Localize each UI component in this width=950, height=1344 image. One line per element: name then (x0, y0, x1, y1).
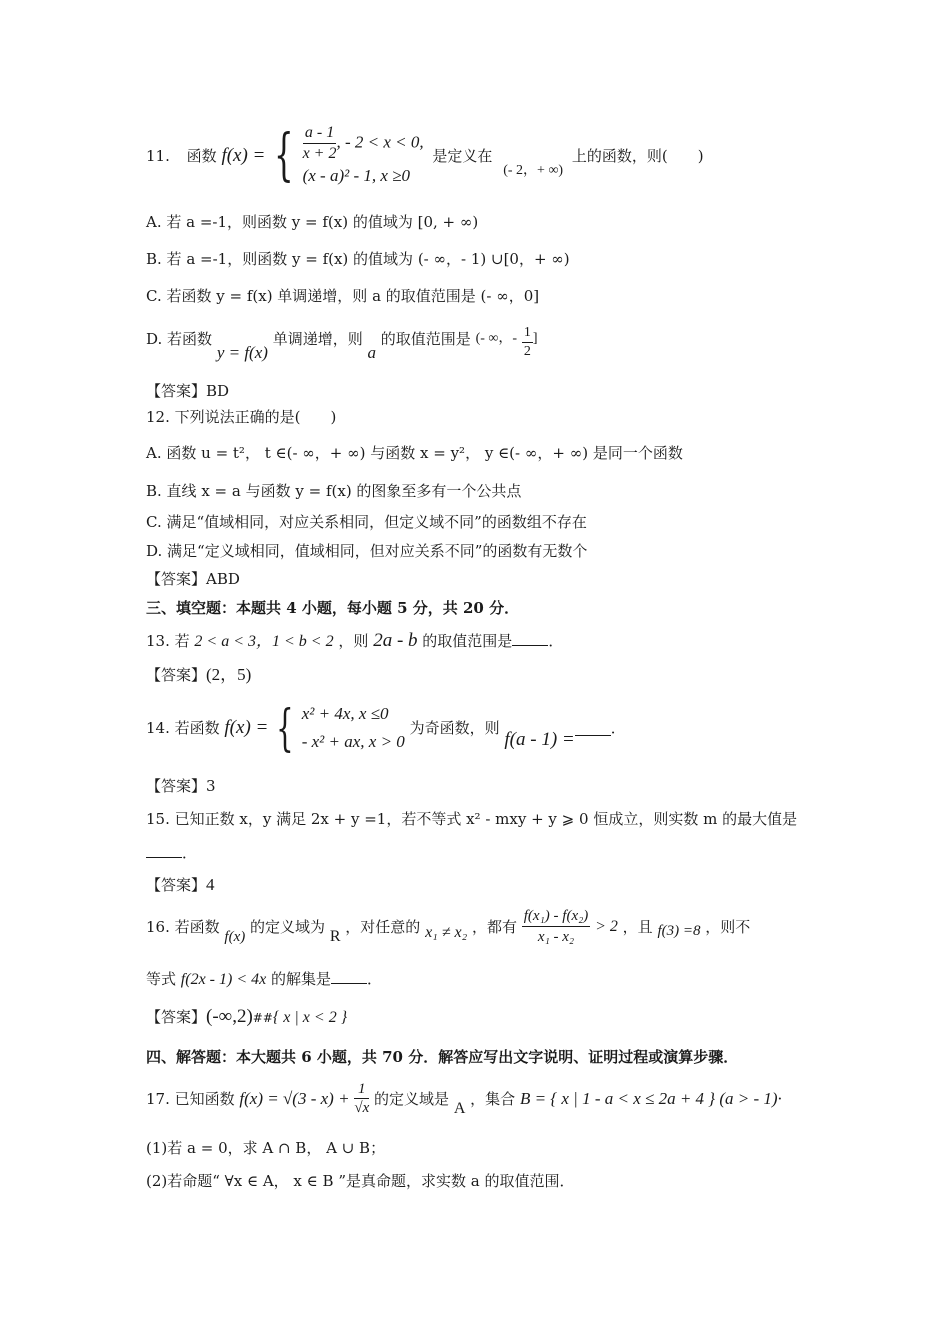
q13-answer-value: (2，5) (206, 665, 252, 684)
q11-answer: 【答案】BD (146, 382, 230, 400)
q17-stem (146, 1080, 782, 1126)
q11-piece2: (x - a)² - 1, x ≥0 (302, 166, 410, 185)
q17-stem-b: ，集合 (470, 1089, 516, 1108)
q13-expr: 2a - b (373, 630, 418, 651)
q14-stem (146, 700, 626, 762)
q11-option-d-frac (522, 324, 533, 361)
q11-option-d-fx: y = f(x) (216, 343, 268, 362)
q16-R: R (329, 927, 341, 945)
q16-frac-den: x₁ - x₂ (537, 929, 575, 945)
q16-fx: f(x) (224, 928, 246, 945)
q11-stem-suffix: 上的函数，则( ) (571, 146, 704, 165)
section-3-heading: 三、填空题：本题共 4 小题，每小题 5 分，共 20 分． (146, 599, 520, 617)
q17-part2: (2)若命题“ ∀x ∈ A， x ∈ B ”是真命题，求实数 a 的取值范围． (146, 1172, 575, 1190)
q11-domain: (- 2，+ ∞) (503, 163, 564, 178)
q16-answer-value: (-∞,2) (206, 1006, 253, 1027)
q11-fx: f(x) = (221, 144, 266, 166)
q11-option-d-range-pre: (- ∞，- (475, 331, 518, 346)
q17-fx: f(x) = √(3 - x) + (239, 1088, 350, 1108)
q11-stem (146, 123, 704, 193)
q12-answer: 【答案】ABD (146, 570, 240, 588)
section-4-heading: 四、解答题：本大题共 6 小题，共 70 分．解答应写出文字说明、证明过程或演算步骤． (146, 1048, 739, 1066)
q12-option-b: B. 直线 x = a 与函数 y = f(x) 的图象至多有一个公共点 (146, 482, 522, 500)
q16-neq: x₁ ≠ x₂ (425, 923, 468, 941)
q16-line2-post: 的解集是 (271, 970, 332, 988)
q13-answer (146, 664, 251, 686)
q15-answer (146, 874, 215, 896)
q11-option-d-range-post: ] (532, 331, 538, 346)
q11-option-a: A. 若 a =-1，则函数 y = f(x) 的值域为 [0, + ∞) (146, 213, 479, 231)
q14-stem-pre: 14. 若函数 (146, 719, 220, 737)
q13-cond: 2 < a < 3，1 < b < 2 (194, 633, 334, 650)
q14-end: ． (610, 719, 626, 737)
q16-f3: f(3) =8 (657, 922, 701, 939)
q15-answer-label: 【答案】 (146, 876, 207, 894)
q11-piece1-frac (303, 123, 337, 164)
q16-answer-alt: { x | x < 2 } (272, 1009, 348, 1026)
q11-stem-prefix: 函数 (186, 146, 217, 165)
q11-option-d-den: 2 (523, 344, 531, 359)
q17-frac-num: 1 (354, 1080, 369, 1099)
q11-pieces (303, 123, 424, 188)
q12-option-a: A. 函数 u = t²， t ∈(- ∞，+ ∞) 与函数 x = y²， y ∈(- ∞，+ ∞) 是同一个函数 (146, 444, 683, 462)
q13-stem (146, 630, 563, 653)
q15-blank (146, 843, 182, 858)
q12-stem: 12. 下列说法正确的是( ) (146, 408, 337, 426)
q15-stem: 15. 已知正数 x，y 满足 2x + y =1，若不等式 x² - mxy + y ⩾ 0 恒成立，则实数 m 的最大值是 (146, 810, 798, 828)
q13-blank (512, 631, 548, 646)
q16-line2-pre: 等式 (146, 970, 177, 988)
q11-option-d (146, 325, 538, 368)
q11-option-d-a: a (367, 343, 376, 362)
q11-brace: { (274, 122, 294, 188)
q16-stem-b: ，对任意的 (345, 917, 421, 936)
q17-part1: (1)若 a = 0，求 A ∩ B， A ∪ B； (146, 1139, 386, 1157)
q11-piece1-den: x + 2 (302, 145, 337, 162)
q11-option-d-num: 1 (522, 324, 533, 343)
q16-gt: > 2 (595, 917, 618, 935)
q14-stem-mid: 为奇函数，则 (409, 719, 500, 737)
q15-answer-value: 4 (206, 875, 215, 894)
q14-brace: { (276, 699, 294, 757)
q16-ineq: f(2x - 1) < 4x (180, 971, 267, 988)
q14-blank (575, 721, 611, 736)
q14-pieces (302, 700, 405, 756)
q16-frac (522, 906, 591, 947)
q17-A: A (453, 1099, 466, 1117)
q14-answer: 【答案】3 (146, 777, 216, 795)
q13-stem-pre: 13. 若 (146, 632, 190, 650)
q11-option-d-mid3: 的取值范围是 (380, 330, 471, 348)
q11-piece1-cond: , - 2 < x < 0, (336, 132, 424, 152)
q17-set: B = { x | 1 - a < x ≤ 2a + 4 } (a > - 1)· (519, 1088, 782, 1108)
q15-blank-line (146, 842, 197, 864)
q17-stem-mid: 的定义域是 (374, 1089, 450, 1108)
q11-stem-mid: 是定义在 (432, 146, 493, 165)
q16-stem-e: ，则不 (705, 917, 751, 936)
q16-answer (146, 1006, 347, 1029)
q16-answer-label: 【答案】 (146, 1008, 207, 1026)
q14-piece2: - x² + ax, x > 0 (301, 732, 405, 751)
q14-expr: f(a - 1) = (504, 729, 575, 750)
q13-stem-mid: ，则 (338, 632, 369, 650)
q11-option-d-text: D. 若函数 (146, 330, 213, 348)
q16-stem-pre: 16. 若函数 (146, 917, 220, 936)
q17-frac (354, 1080, 369, 1117)
q16-stem-d: ，且 (622, 917, 653, 936)
q13-end: ． (548, 632, 564, 650)
q11-number: 11. (146, 146, 170, 165)
q16-blank (331, 969, 367, 984)
q17-frac-den: √x (354, 1100, 370, 1116)
q13-answer-label: 【答案】 (146, 666, 207, 684)
q13-stem-post: 的取值范围是 (422, 632, 513, 650)
q16-answer-sep: ## (252, 1011, 273, 1025)
q16-end: ． (367, 970, 383, 988)
q16-line2 (146, 968, 382, 991)
q16-stem-a: 的定义域为 (250, 917, 326, 936)
q17-stem-pre: 17. 已知函数 (146, 1089, 235, 1108)
q12-option-d: D. 满足“定义域相同，值域相同，但对应关系不同”的函数有无数个 (146, 542, 588, 560)
q11-option-c: C. 若函数 y = f(x) 单调递增，则 a 的取值范围是 (- ∞，0] (146, 287, 540, 305)
q11-piece1-num: a - 1 (303, 123, 337, 144)
q16-stem-c: ，都有 (471, 917, 517, 936)
q14-piece1: x² + 4x, x ≤0 (301, 704, 389, 723)
q14-fx: f(x) = (224, 717, 269, 738)
q11-option-b: B. 若 a =-1，则函数 y = f(x) 的值域为 (- ∞，- 1) ∪[0，+ ∞) (146, 250, 570, 268)
q12-option-c: C. 满足“值域相同，对应关系相同，但定义域不同”的函数组不存在 (146, 513, 587, 531)
q11-option-d-mid: 单调递增，则 (272, 330, 363, 348)
q16-frac-num: f(x₁) - f(x₂) (522, 906, 591, 927)
q15-end: ． (182, 844, 198, 862)
q16-stem (146, 906, 750, 950)
